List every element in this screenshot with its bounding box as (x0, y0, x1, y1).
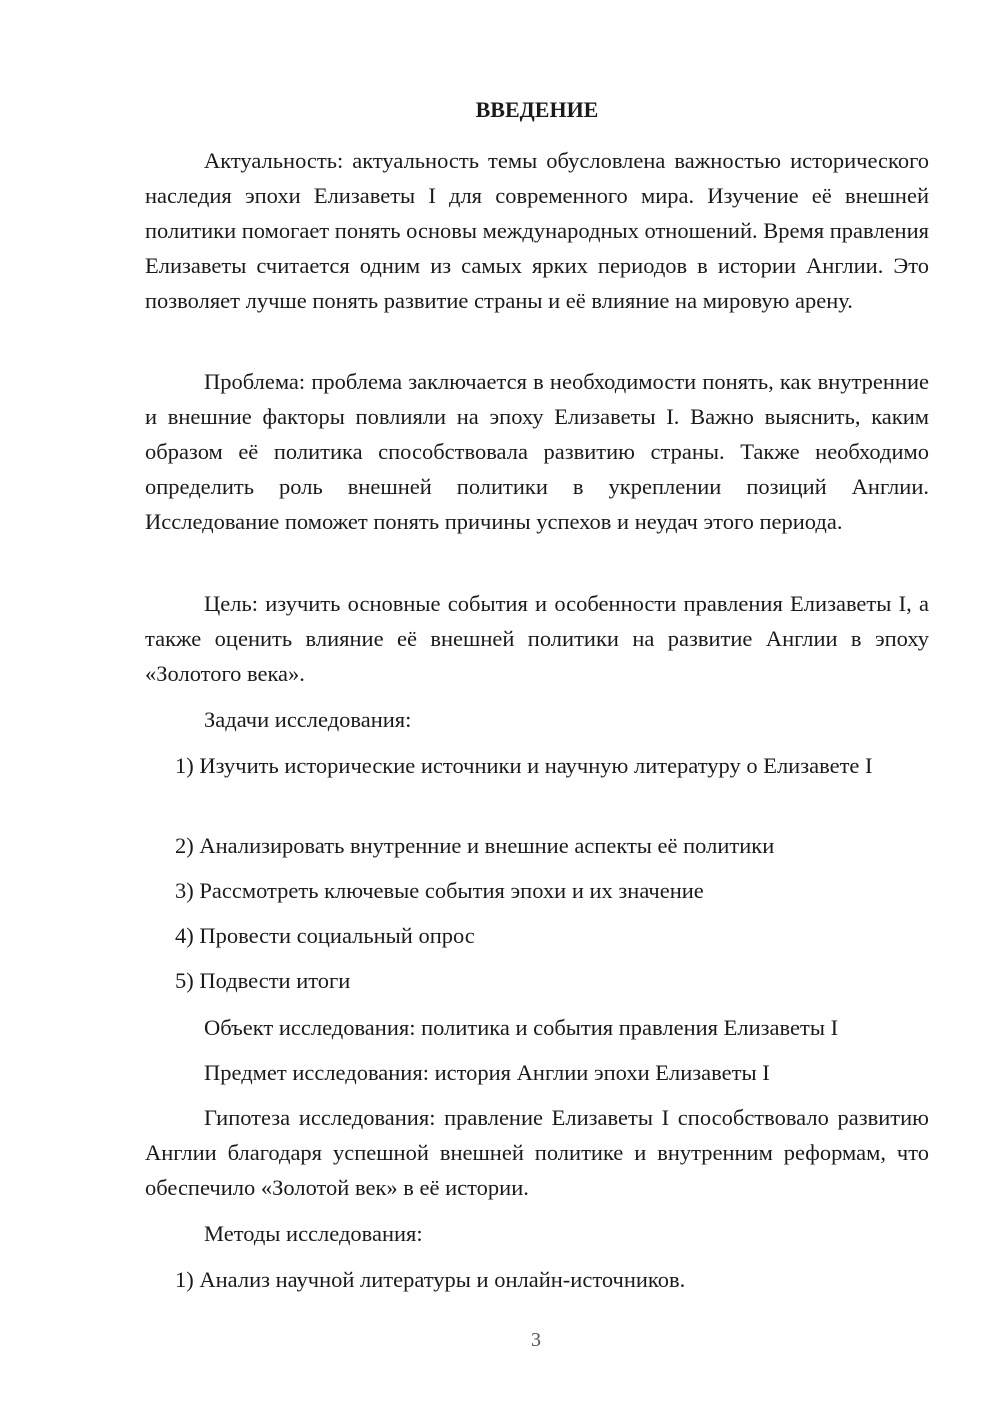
tasks-list-continued (145, 828, 929, 998)
page-title: ВВЕДЕНИЕ (475, 97, 599, 122)
goal-paragraph: Цель: изучить основные события и особенности правления Елизаветы I, а также оценить влияние её внешней политики на развитие Англии в эпоху «Золотого века». (145, 591, 929, 686)
page-number: 3 (531, 1329, 541, 1351)
list-item: 2) Анализировать внутренние и внешние аспекты её политики (175, 833, 775, 858)
list-item: 4) Провести социальный опрос (175, 923, 475, 948)
list-item: 5) Подвести итоги (175, 968, 351, 993)
list-item: 3) Рассмотреть ключевые события эпохи и их значение (175, 878, 704, 903)
list-item: 1) Анализ научной литературы и онлайн-источников. (175, 1267, 686, 1292)
research-subject: Предмет исследования: история Англии эпохи Елизаветы I (204, 1060, 770, 1085)
methods-list (145, 1262, 929, 1297)
tasks-list (145, 748, 929, 783)
methods-heading: Методы исследования: (204, 1221, 423, 1246)
research-object: Объект исследования: политика и события правления Елизаветы I (204, 1015, 839, 1040)
list-item: 1) Изучить исторические источники и научную литературу о Елизавете I (175, 753, 873, 778)
tasks-heading: Задачи исследования: (204, 707, 412, 732)
relevance-paragraph: Актуальность: актуальность темы обусловлена важностью исторического наследия эпохи Елизаветы I для современного мира. Изучение её внешней политики помогает понять основы международных отношений. Время правления Елизаветы считается одним из самых ярких периодов в истории Англии. Это позволяет лучше понять развитие страны и её влияние на мировую арену. (145, 148, 929, 313)
research-hypothesis: Гипотеза исследования: правление Елизаветы I способствовало развитию Англии благодаря успешной внешней политике и внутренним реформам, что обеспечило «Золотой век» в её истории. (145, 1105, 929, 1200)
problem-paragraph: Проблема: проблема заключается в необходимости понять, как внутренние и внешние факторы повлияли на эпоху Елизаветы I. Важно выяснить, каким образом её политика способствовала развитию страны. Также необходимо определить роль внешней политики в укреплении позиций Англии. Исследование поможет понять причины успехов и неудач этого периода. (145, 369, 929, 534)
